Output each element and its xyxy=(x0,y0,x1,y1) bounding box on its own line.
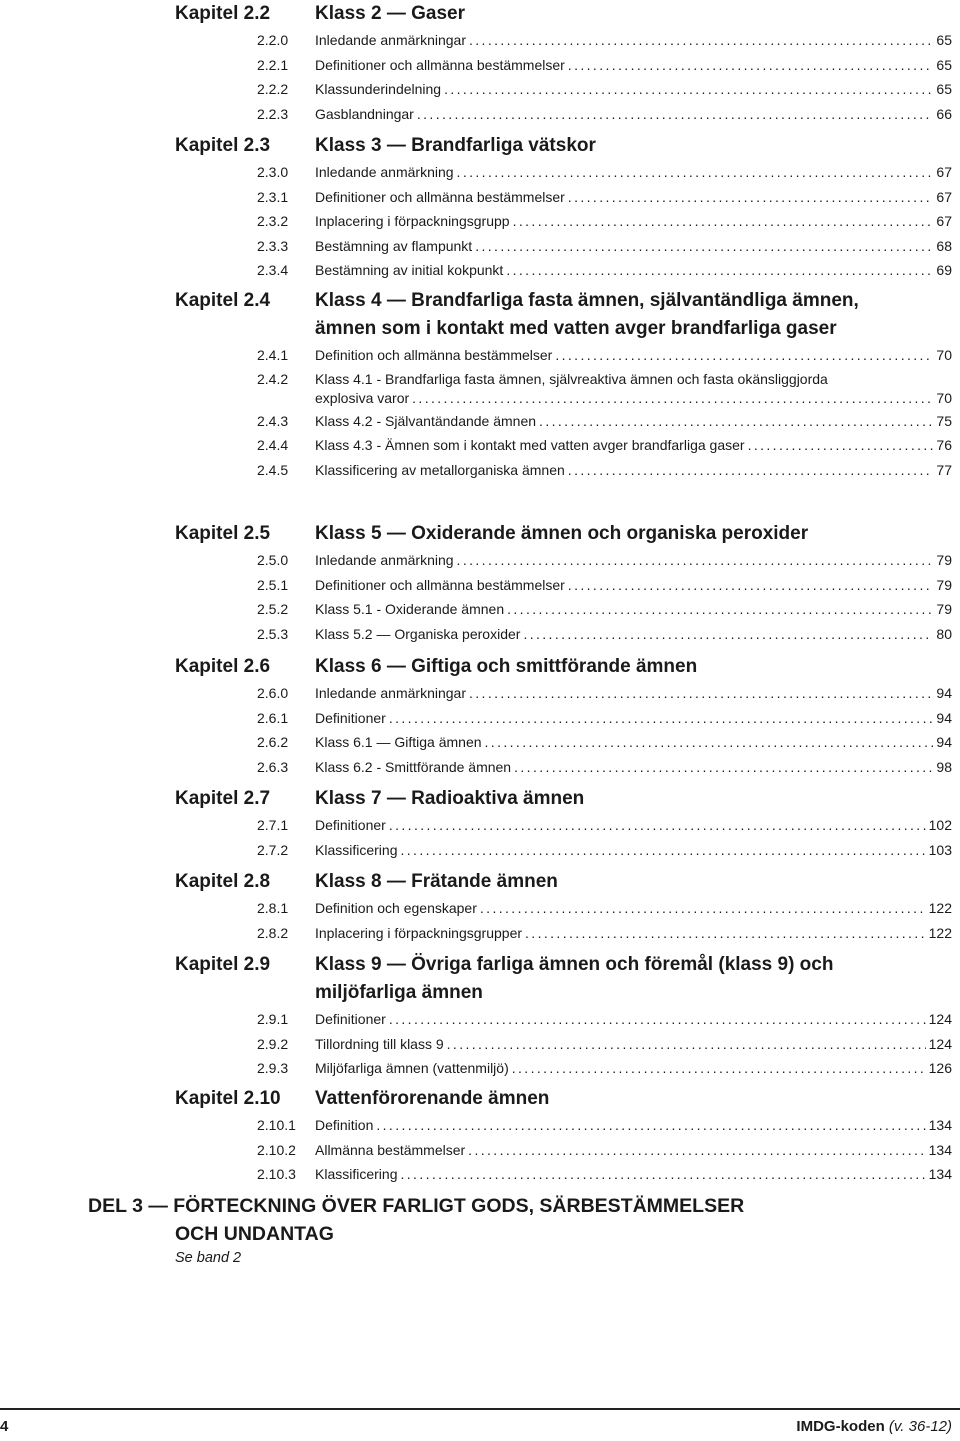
page-ref: 134 xyxy=(928,1117,952,1133)
toc-entry[interactable] xyxy=(0,185,960,210)
chapter-title: Klass 3 — Brandfarliga vätskor xyxy=(315,135,596,156)
dot-leader xyxy=(389,706,934,731)
page-ref: 122 xyxy=(928,924,952,941)
dot-leader xyxy=(457,548,934,573)
page-ref: 67 xyxy=(936,164,952,180)
dot-leader xyxy=(507,597,933,622)
page-ref: 70 xyxy=(936,347,952,363)
entry-text: Inplacering i förpackningsgrupp xyxy=(315,213,510,229)
page-number: 4 xyxy=(0,1418,9,1435)
toc-entry[interactable] xyxy=(0,896,960,921)
toc-entry[interactable] xyxy=(0,209,960,234)
entry-text: Klassificering xyxy=(315,1166,398,1182)
toc-entry[interactable] xyxy=(0,258,960,283)
page-ref: 70 xyxy=(936,389,952,406)
entry-number: 2.3.1 xyxy=(257,188,289,205)
toc-entry[interactable] xyxy=(0,1138,960,1163)
toc-entry[interactable] xyxy=(0,1113,960,1138)
entry-number: 2.10.2 xyxy=(257,1141,296,1158)
dot-leader xyxy=(748,433,934,458)
entry-text: Klass 6.2 - Smittförande ämnen xyxy=(315,758,512,775)
entry-text: Definitioner och allmänna bestämmelser xyxy=(315,576,565,593)
entry-number: 2.4.3 xyxy=(257,412,289,429)
entry-text: Definitioner och allmänna bestämmelser xyxy=(315,56,565,73)
entry-number: 2.9.2 xyxy=(257,1035,289,1052)
toc-entry[interactable] xyxy=(0,706,960,731)
page-ref: 79 xyxy=(936,601,952,617)
page-ref: 98 xyxy=(936,758,952,775)
entry-number: 2.2.3 xyxy=(257,105,289,122)
toc-entry[interactable] xyxy=(0,368,960,409)
entry-number: 2.8.2 xyxy=(257,924,289,941)
dot-leader xyxy=(444,77,933,102)
entry-number: 2.4.1 xyxy=(257,347,289,363)
toc-entry[interactable] xyxy=(0,409,960,434)
page-ref: 124 xyxy=(928,1011,952,1027)
page-ref: 94 xyxy=(936,685,952,701)
dot-leader xyxy=(514,755,933,780)
chapter-label: Kapitel 2.8 xyxy=(175,871,271,892)
chapter-section xyxy=(0,868,960,945)
chapter-label: Kapitel 2.3 xyxy=(175,135,271,156)
chapter-section xyxy=(0,0,960,126)
chapter-section xyxy=(0,653,960,779)
page-ref: 65 xyxy=(936,32,952,48)
footer-divider xyxy=(0,1408,960,1410)
entry-number: 2.3.2 xyxy=(257,213,289,229)
entry-text: Bestämning av flampunkt xyxy=(315,237,473,254)
chapter-label: Kapitel 2.6 xyxy=(175,656,271,677)
entry-number: 2.3.3 xyxy=(257,237,289,254)
dot-leader xyxy=(389,813,926,838)
toc-entry[interactable] xyxy=(0,755,960,780)
dot-leader xyxy=(400,838,925,863)
toc-entry[interactable] xyxy=(0,838,960,863)
entry-text: Inledande anmärkning xyxy=(315,552,454,568)
entry-text: Klassificering xyxy=(315,841,398,858)
entry-text: Klassunderindelning xyxy=(315,81,442,97)
page-ref: 67 xyxy=(936,188,952,205)
page-ref: 134 xyxy=(928,1166,952,1182)
dot-leader xyxy=(400,1162,925,1187)
toc-entry[interactable] xyxy=(0,102,960,127)
entry-number: 2.7.1 xyxy=(257,817,289,833)
dot-leader xyxy=(469,681,933,706)
chapter-title: Klass 4 — Brandfarliga fasta ämnen, självantändliga ämnen, ämnen som i kontakt med vatten avger brandfarliga gaser xyxy=(315,290,859,339)
dot-leader xyxy=(389,1007,926,1032)
entry-number: 2.5.0 xyxy=(257,552,289,568)
dot-leader xyxy=(480,896,926,921)
entry-text: Definitioner och allmänna bestämmelser xyxy=(315,188,565,205)
entry-text: Klass 4.1 - Brandfarliga fasta ämnen, självreaktiva ämnen och fasta okänsliggjorda xyxy=(315,370,828,387)
toc-entry[interactable] xyxy=(0,343,960,368)
dot-leader xyxy=(457,160,934,185)
entry-number: 2.3.0 xyxy=(257,164,289,180)
entry-text: Inplacering i förpackningsgrupper xyxy=(315,924,523,941)
dot-leader xyxy=(525,921,926,946)
page-ref: 103 xyxy=(928,841,952,858)
entry-number: 2.9.3 xyxy=(257,1060,289,1076)
entry-number: 2.6.0 xyxy=(257,685,289,701)
entry-text: Inledande anmärkningar xyxy=(315,685,466,701)
chapter-section xyxy=(0,951,960,1081)
entry-number: 2.4.4 xyxy=(257,437,289,453)
entry-text: Klass 5.1 - Oxiderande ämnen xyxy=(315,601,505,617)
page-ref: 67 xyxy=(936,213,952,229)
entry-number: 2.5.1 xyxy=(257,576,289,593)
footer-publication xyxy=(796,1418,952,1435)
toc-entry[interactable] xyxy=(0,77,960,102)
chapter-title: Klass 5 — Oxiderande ämnen och organiska peroxider xyxy=(315,523,809,544)
entry-number: 2.8.1 xyxy=(257,900,289,916)
chapter-label: Kapitel 2.4 xyxy=(175,290,271,311)
chapter-section xyxy=(0,287,960,482)
chapter-label: Kapitel 2.10 xyxy=(175,1088,281,1109)
toc-entry[interactable] xyxy=(0,1056,960,1081)
dot-leader xyxy=(539,409,933,434)
entry-text: Klass 4.2 - Självantändande ämnen xyxy=(315,412,537,429)
page-ref: 126 xyxy=(928,1060,952,1076)
part-heading-continued: OCH UNDANTAG xyxy=(175,1223,334,1245)
chapter-section xyxy=(0,1085,960,1187)
page-ref: 76 xyxy=(936,437,952,453)
chapter-label: Kapitel 2.9 xyxy=(175,954,271,975)
chapter-title: Vattenförorenande ämnen xyxy=(315,1088,550,1109)
dot-leader xyxy=(376,1113,925,1138)
chapter-section xyxy=(0,520,960,646)
dot-leader xyxy=(469,28,933,53)
toc-entry[interactable] xyxy=(0,1007,960,1032)
publication-version: (v. 36-12) xyxy=(888,1418,952,1435)
page-ref: 94 xyxy=(936,734,952,750)
entry-text: Definitioner xyxy=(315,1011,386,1027)
page-ref: 94 xyxy=(936,709,952,726)
entry-text: Klass 5.2 — Organiska peroxider xyxy=(315,625,521,642)
chapter-title: Klass 6 — Giftiga och smittförande ämnen xyxy=(315,656,698,677)
toc-entry[interactable] xyxy=(0,433,960,458)
entry-text: Klass 4.3 - Ämnen som i kontakt med vatten avger brandfarliga gaser xyxy=(315,437,745,453)
entry-text: Klass 6.1 — Giftiga ämnen xyxy=(315,734,482,750)
publication-name: IMDG-koden xyxy=(796,1418,885,1435)
dot-leader xyxy=(412,389,933,408)
entry-text: Definition och egenskaper xyxy=(315,900,477,916)
dot-leader xyxy=(417,102,934,127)
chapter-title: Klass 9 — Övriga farliga ämnen och föremål (klass 9) och miljöfarliga ämnen xyxy=(315,954,834,1003)
page-ref: 65 xyxy=(936,81,952,97)
entry-text: Definitioner xyxy=(315,817,386,833)
entry-number: 2.5.2 xyxy=(257,601,289,617)
toc-entry[interactable] xyxy=(0,921,960,946)
page-ref: 75 xyxy=(936,412,952,429)
page-ref: 124 xyxy=(928,1035,952,1052)
toc-entry[interactable] xyxy=(0,28,960,53)
entry-number: 2.6.3 xyxy=(257,758,289,775)
entry-number: 2.6.2 xyxy=(257,734,289,750)
toc-entry[interactable] xyxy=(0,548,960,573)
entry-text: Inledande anmärkningar xyxy=(315,32,466,48)
entry-text: Definition och allmänna bestämmelser xyxy=(315,347,553,363)
dot-leader xyxy=(523,622,933,647)
entry-text: Tillordning till klass 9 xyxy=(315,1035,444,1052)
page-ref: 122 xyxy=(928,900,952,916)
page-ref: 79 xyxy=(936,552,952,568)
page-ref: 69 xyxy=(936,262,952,278)
chapter-label: Kapitel 2.5 xyxy=(175,523,271,544)
toc-entry[interactable] xyxy=(0,160,960,185)
entry-number: 2.2.0 xyxy=(257,32,289,48)
dot-leader xyxy=(568,573,934,598)
entry-number: 2.4.2 xyxy=(257,370,289,387)
page-ref: 134 xyxy=(928,1141,952,1158)
entry-number: 2.2.2 xyxy=(257,81,289,97)
entry-number: 2.2.1 xyxy=(257,56,289,73)
toc-entry[interactable] xyxy=(0,813,960,838)
entry-number: 2.10.1 xyxy=(257,1117,296,1133)
chapter-label: Kapitel 2.2 xyxy=(175,3,271,24)
dot-leader xyxy=(555,343,933,368)
toc-entry[interactable] xyxy=(0,622,960,647)
chapter-section xyxy=(0,785,960,862)
entry-number: 2.9.1 xyxy=(257,1011,289,1027)
dot-leader xyxy=(568,53,934,78)
toc-entry[interactable] xyxy=(0,1032,960,1057)
toc-entry[interactable] xyxy=(0,458,960,483)
part-note: Se band 2 xyxy=(175,1250,242,1266)
toc-entry[interactable] xyxy=(0,53,960,78)
toc-entry[interactable] xyxy=(0,573,960,598)
part-heading: DEL 3 — FÖRTECKNING ÖVER FARLIGT GODS, SÄRBESTÄMMELSER xyxy=(88,1195,745,1217)
chapter-label: Kapitel 2.7 xyxy=(175,788,271,809)
chapter-section xyxy=(0,132,960,283)
dot-leader xyxy=(506,258,933,283)
entry-text-continued: explosiva varor xyxy=(315,389,410,406)
page-ref: 68 xyxy=(936,237,952,254)
page-ref: 80 xyxy=(936,625,952,642)
toc-entry[interactable] xyxy=(0,730,960,755)
entry-text: Inledande anmärkning xyxy=(315,164,454,180)
chapter-title: Klass 2 — Gaser xyxy=(315,3,465,24)
entry-text: Miljöfarliga ämnen (vattenmiljö) xyxy=(315,1060,509,1076)
entry-text: Klassificering av metallorganiska ämnen xyxy=(315,461,565,478)
page-ref: 102 xyxy=(928,817,952,833)
dot-leader xyxy=(513,209,934,234)
toc-entry[interactable] xyxy=(0,1162,960,1187)
entry-number: 2.10.3 xyxy=(257,1166,296,1182)
page-ref: 66 xyxy=(936,105,952,122)
page-ref: 65 xyxy=(936,56,952,73)
entry-number: 2.6.1 xyxy=(257,709,289,726)
chapter-title: Klass 8 — Frätande ämnen xyxy=(315,871,558,892)
entry-number: 2.4.5 xyxy=(257,461,289,478)
dot-leader xyxy=(485,730,934,755)
dot-leader xyxy=(512,1056,926,1081)
entry-text: Gasblandningar xyxy=(315,105,414,122)
page-ref: 79 xyxy=(936,576,952,593)
dot-leader xyxy=(568,185,934,210)
dot-leader xyxy=(475,234,933,259)
dot-leader xyxy=(468,1138,925,1163)
entry-text: Bestämning av initial kokpunkt xyxy=(315,262,504,278)
entry-text: Definition xyxy=(315,1117,374,1133)
part-3-section xyxy=(88,1192,744,1268)
dot-leader xyxy=(447,1032,926,1057)
dot-leader xyxy=(568,458,934,483)
toc-entry[interactable] xyxy=(0,234,960,259)
chapter-title: Klass 7 — Radioaktiva ämnen xyxy=(315,788,585,809)
entry-number: 2.3.4 xyxy=(257,262,289,278)
page-ref: 77 xyxy=(936,461,952,478)
entry-text: Definitioner xyxy=(315,709,386,726)
toc-entry[interactable] xyxy=(0,597,960,622)
toc-entry[interactable] xyxy=(0,681,960,706)
entry-number: 2.5.3 xyxy=(257,625,289,642)
entry-number: 2.7.2 xyxy=(257,841,289,858)
entry-text: Allmänna bestämmelser xyxy=(315,1141,466,1158)
